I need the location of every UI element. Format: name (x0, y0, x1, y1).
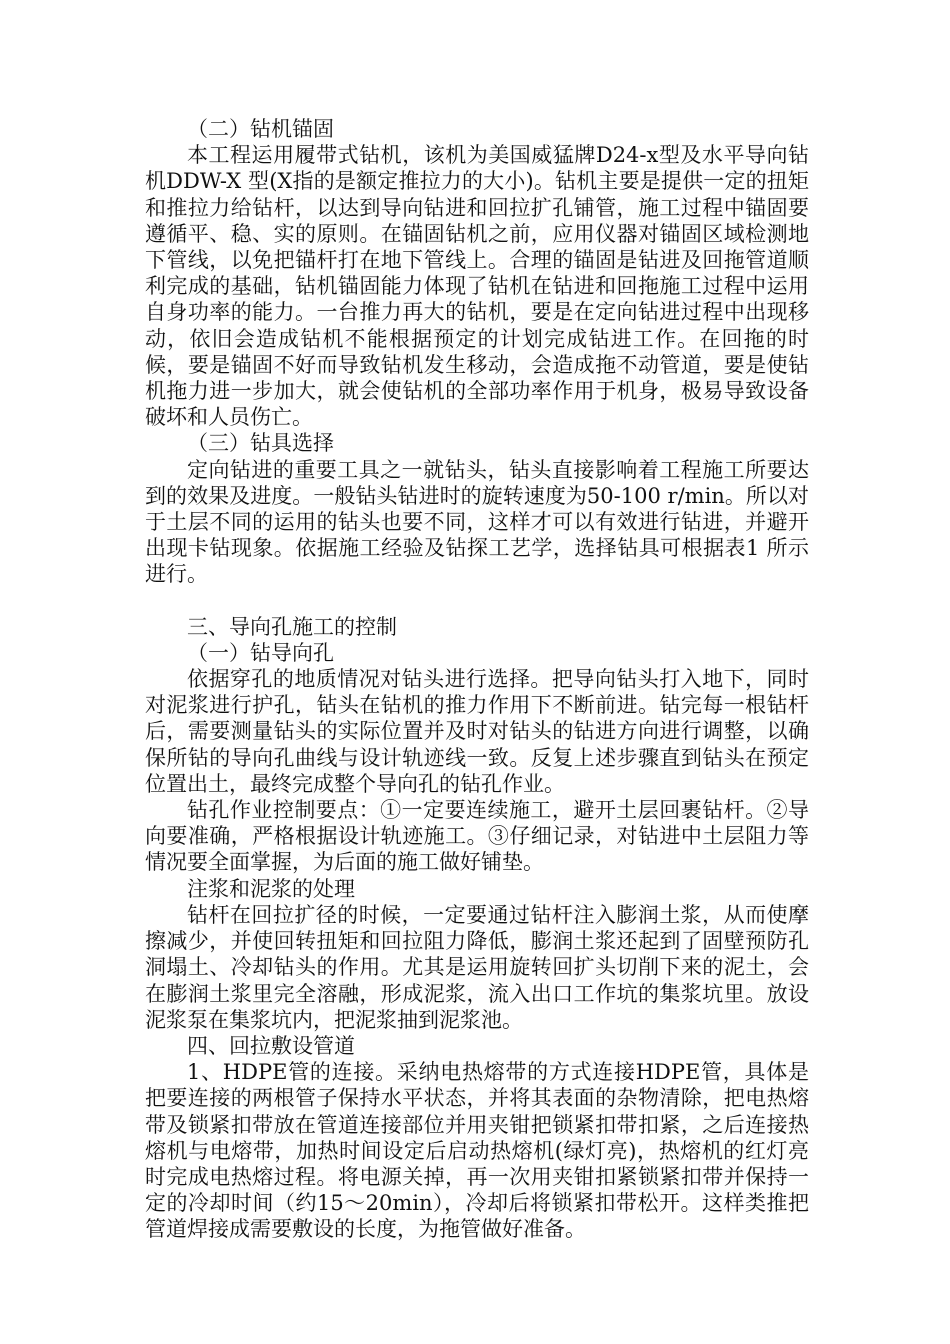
section-heading-grouting-mud: 注浆和泥浆的处理 (187, 876, 355, 901)
paragraph-drill-anchoring: 本工程运用履带式钻机，该机为美国威猛牌D24-x型及水平导向钻机DDW-X 型(X指的是额定推拉力的大小)。钻机主要是提供一定的扭矩和推拉力给钻杆，以达到导向钻进和回拉扩孔铺管，施工过程中锚固要遵循平、稳、实的原则。在锚固钻机之前，应用仪器对锚固区域检测地下管线，以免把锚杆打在地下管线上。合理的锚固是钻进及回拖管道顺利完成的基础，钻机锚固能力体现了钻机在钻进和回拖施工过程中运用自身功率的能力。一台推力再大的钻机，要是在定向钻进过程中出现移动，依旧会造成钻机不能根据预定的计划完成钻进工作。在回拖的时候，要是锚固不好而导致钻机发生移动，会造成拖不动管道，要是使钻机拖力进一步加大，就会使钻机的全部功率作用于机身，极易导致设备破坏和人员伤亡。 (145, 143, 809, 430)
section-heading-drill-pilot-hole: （一）钻导向孔 (187, 640, 334, 665)
paragraph-tool-selection: 定向钻进的重要工具之一就钻头，钻头直接影响着工程施工所要达到的效果及进度。一般钻头钻进时的旋转速度为50-100 r/min。所以对于土层不同的运用的钻头也要不同，这样才可以有效进行钻进，并避开出现卡钻现象。依据施工经验及钻探工艺学，选择钻具可根据表1 所示进行。 (145, 457, 809, 587)
paragraph-drilling-key-points: 钻孔作业控制要点：①一定要连续施工，避开土层回裹钻杆。②导向要准确，严格根据设计轨迹施工。③仔细记录，对钻进中土层阻力等情况要全面掌握，为后面的施工做好铺垫。 (145, 798, 809, 875)
paragraph-hdpe-connection: 1、HDPE管的连接。采纳电热熔带的方式连接HDPE管，具体是把要连接的两根管子保持水平状态，并将其表面的杂物清除，把电热熔带及锁紧扣带放在管道连接部位并用夹钳把锁紧扣带扣紧，之后连接热熔机与电熔带，加热时间设定后启动热熔机(绿灯亮)，热熔机的红灯亮时完成电热熔过程。将电源关掉，再一次用夹钳扣紧锁紧扣带并保持一定的冷却时间（约15～20min），冷却后将锁紧扣带松开。这样类推把管道焊接成需要敷设的长度，为拖管做好准备。 (145, 1060, 809, 1242)
section-heading-drill-anchoring: （二）钻机锚固 (187, 117, 334, 141)
section-heading-tool-selection: （三）钻具选择 (187, 431, 334, 456)
blank-line (145, 588, 809, 614)
paragraph-grouting-mud: 钻杆在回拉扩径的时候，一定要通过钻杆注入膨润土浆，从而使摩擦减少，并使回转扭矩和回拉阻力降低，膨润土浆还起到了固壁预防孔洞塌土、冷却钻头的作用。尤其是运用旋转回扩头切削下来的泥土，会在膨润土浆里完全溶融，形成泥浆，流入出口工作坑的集浆坑里。放设泥浆泵在集浆坑内，把泥浆抽到泥浆池。 (145, 902, 809, 1032)
section-heading-pilot-hole-control: 三、导向孔施工的控制 (187, 614, 397, 639)
paragraph-drill-pilot-hole: 依据穿孔的地质情况对钻头进行选择。把导向钻头打入地下，同时对泥浆进行护孔，钻头在钻机的推力作用下不断前进。钻完每一根钻杆后，需要测量钻头的实际位置并及时对钻头的钻进方向进行调整，以确保所钻的导向孔曲线与设计轨迹线一致。反复上述步骤直到钻头在预定位置出土，最终完成整个导向孔的钻孔作业。 (145, 667, 809, 796)
section-heading-pullback-pipe: 四、回拉敷设管道 (187, 1033, 355, 1058)
document-page (145, 116, 809, 1243)
